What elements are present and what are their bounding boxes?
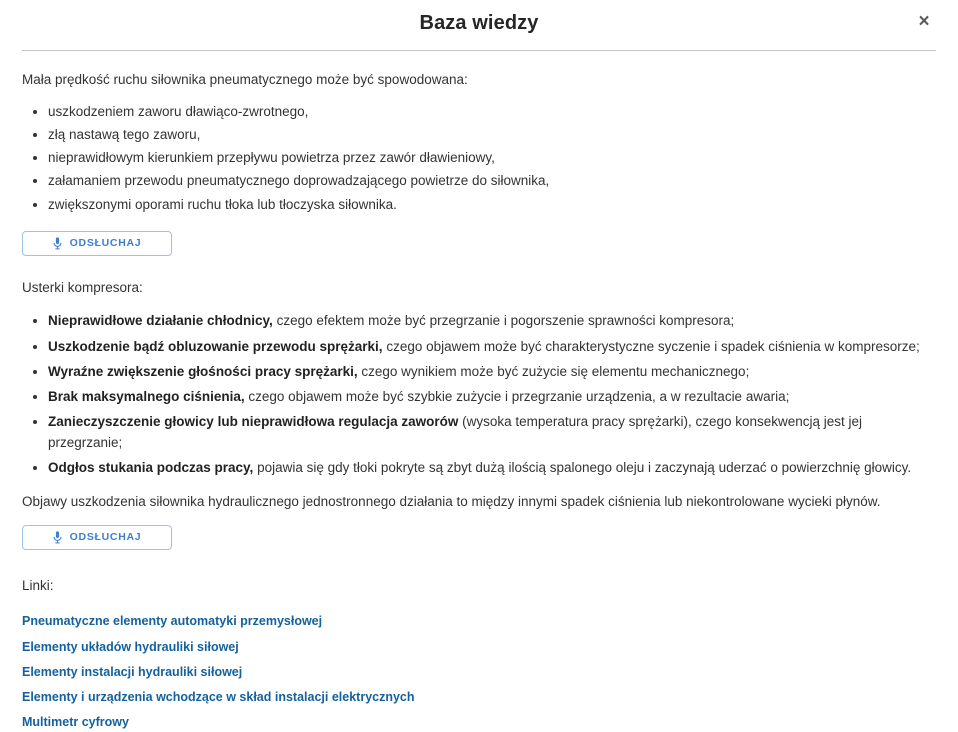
link-item[interactable]: Elementy instalacji hydrauliki siłowej <box>22 664 243 679</box>
table-row <box>48 458 936 478</box>
fault-description: czego efektem może być przegrzanie i pogorszenie sprawności kompresora; <box>272 313 735 329</box>
fault-title: Uszkodzenie bądź obluzowanie przewodu sprężarki, <box>48 338 383 354</box>
faults-heading: Usterki kompresora: <box>22 279 143 295</box>
list-item <box>22 611 936 631</box>
list-item: • zwiększonymi oporami ruchu tłoka lub tłoczyska siłownika. <box>48 195 936 215</box>
list-item: • złą nastawą tego zaworu, <box>48 125 936 145</box>
hydraulic-paragraph: Objawy uszkodzenia siłownika hydraulicznego jednostronnego działania to między innymi spadek ciśnienia lub niekontrolowane wycieki płynów. <box>22 494 881 510</box>
table-row <box>48 387 936 407</box>
listen-button-label: ODSŁUCHAJ <box>69 531 142 544</box>
link-item[interactable]: Elementy układów hydrauliki siłowej <box>22 639 239 654</box>
modal-body <box>0 52 958 732</box>
fault-description: czego wynikiem może być zużycie się elementu mechanicznego; <box>357 363 750 379</box>
list-item: • załamaniem przewodu pneumatycznego doprowadzającego powietrze do siłownika, <box>48 171 936 191</box>
modal-header <box>0 0 958 52</box>
fault-title: Wyraźne zwiększenie głośności pracy sprężarki, <box>48 363 358 379</box>
intro-paragraph: Mała prędkość ruchu siłownika pneumatycznego może być spowodowana: <box>22 72 468 87</box>
table-row <box>48 311 936 331</box>
microphone-icon <box>53 237 62 250</box>
list-item <box>22 662 936 682</box>
close-icon[interactable]: × <box>912 10 936 34</box>
fault-title: Odgłos stukania podczas pracy, <box>48 459 254 475</box>
listen-button-label: ODSŁUCHAJ <box>69 237 142 250</box>
fault-title: Nieprawidłowe działanie chłodnicy, <box>48 313 273 329</box>
list-item: • uszkodzeniem zaworu dławiąco-zwrotnego, <box>48 102 936 122</box>
fault-description: czego objawem może być szybkie zużycie i przegrzanie urządzenia, a w rezultacie awaria; <box>244 389 790 405</box>
fault-title: Brak maksymalnego ciśnienia, <box>48 389 245 405</box>
listen-button-bottom[interactable] <box>22 525 172 550</box>
links-list <box>22 611 936 732</box>
list-item: • nieprawidłowym kierunkiem przepływu powietrza przez zawór dławieniowy, <box>48 148 936 168</box>
list-item <box>22 712 936 732</box>
link-item[interactable]: Pneumatyczne elementy automatyki przemysłowej <box>22 614 323 629</box>
causes-list <box>22 102 936 215</box>
list-item <box>22 687 936 707</box>
table-row <box>48 362 936 382</box>
list-item <box>22 637 936 657</box>
compressor-faults-list <box>22 311 936 478</box>
link-item[interactable]: Elementy i urządzenia wchodzące w skład instalacji elektrycznych <box>22 690 415 704</box>
fault-description: czego objawem może być charakterystyczne syczenie i spadek ciśnienia w kompresorze; <box>382 338 920 354</box>
links-heading: Linki: <box>22 577 54 593</box>
link-item[interactable]: Multimetr cyfrowy <box>22 715 129 730</box>
table-row <box>48 412 936 453</box>
listen-button-top[interactable] <box>22 231 172 256</box>
table-row <box>48 337 936 357</box>
fault-description: (wysoka temperatura pracy sprężarki), czego konsekwencją jest jej przegrzanie; <box>48 414 863 450</box>
fault-title: Zanieczyszczenie głowicy lub nieprawidłowa regulacja zaworów <box>48 414 459 430</box>
page-title: Baza wiedzy <box>419 12 539 34</box>
header-divider <box>22 50 936 51</box>
fault-description: pojawia się gdy tłoki pokryte są zbyt dużą ilością spalonego oleju i zaczynają uderzać o powierzchnię głowicy. <box>253 459 912 475</box>
microphone-icon <box>53 531 62 544</box>
